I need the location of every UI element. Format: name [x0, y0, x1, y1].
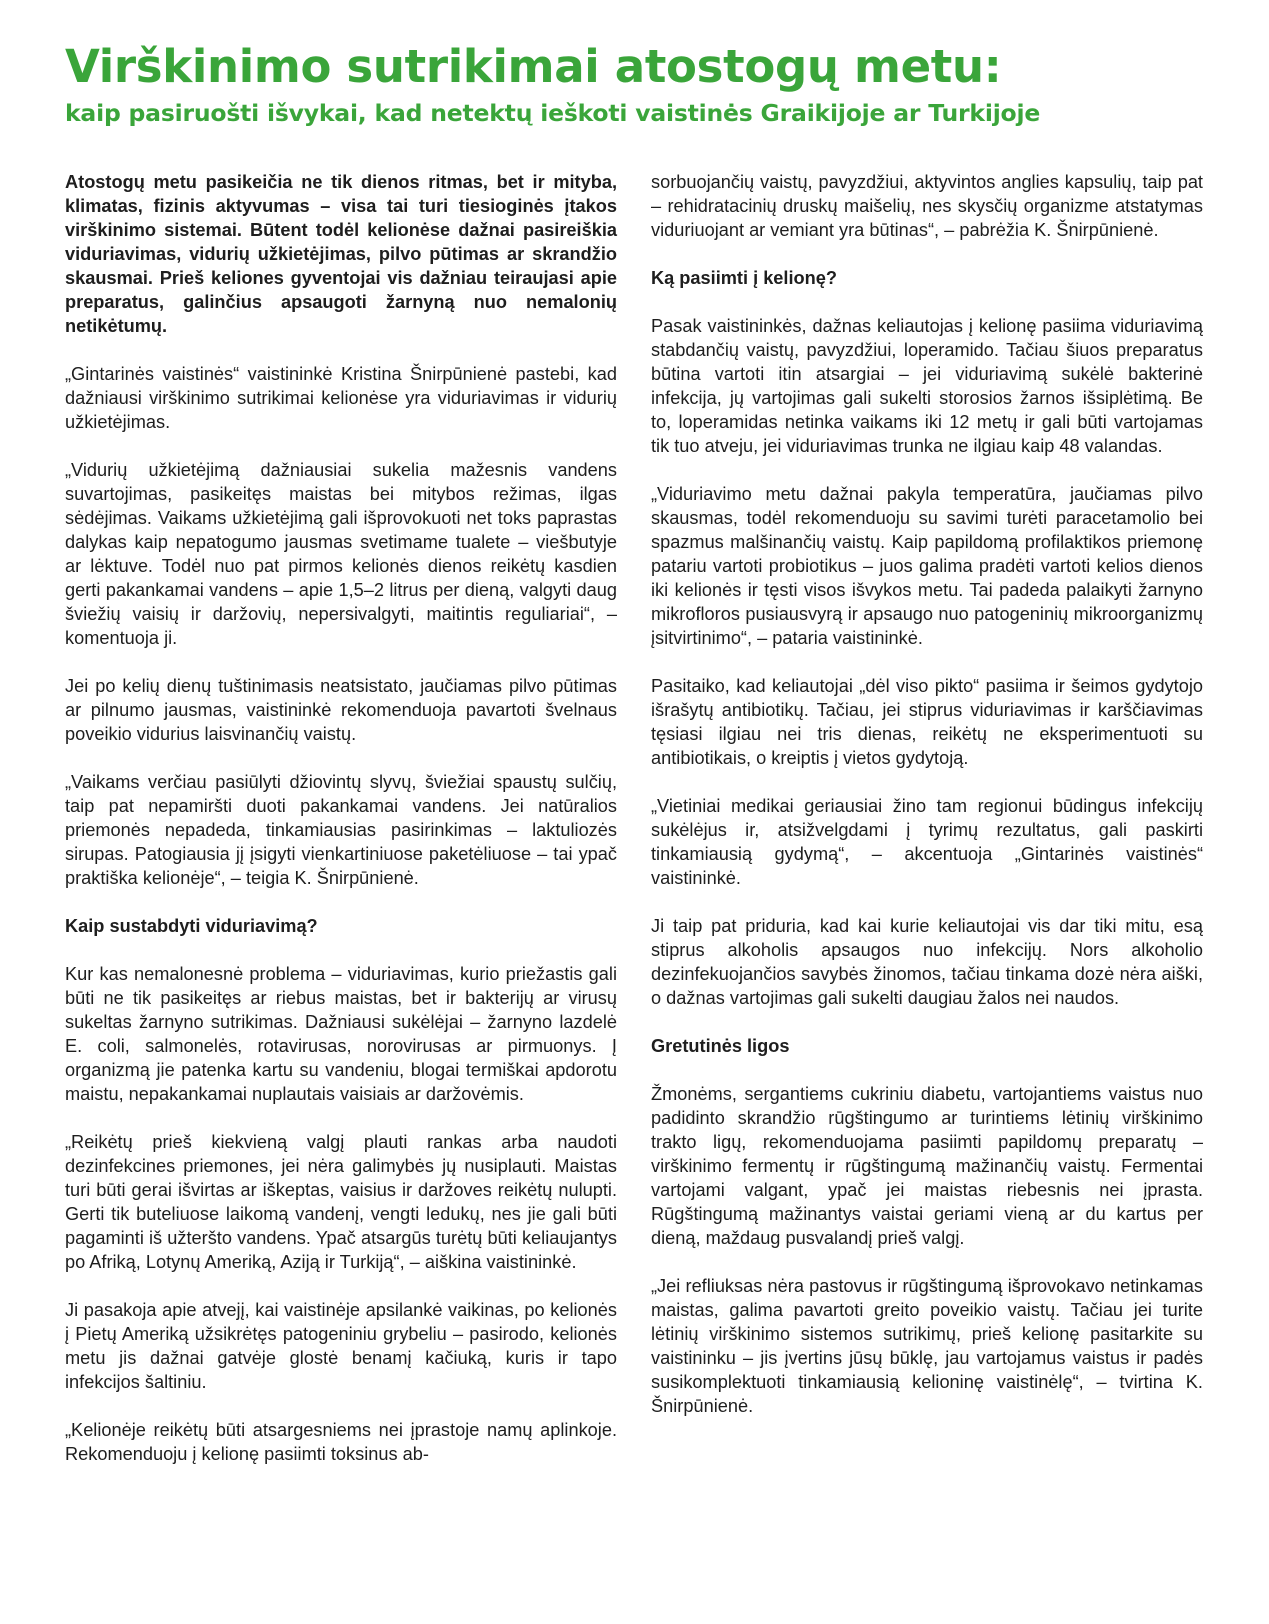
lead-paragraph: Atostogų metu pasikeičia ne tik dienos ritmas, bet ir mityba, klimatas, fizinis aktyvumas – visa tai turi tiesioginės įtakos virškinimo sistemai. Būtent todėl kelionėse dažnai pasireiškia viduriavimas, vidurių užkietėjimas, pilvo pūtimas ar skrandžio skausmai. Prieš keliones gyventojai vis dažniau teiraujasi apie preparatus, galinčius apsaugoti žarnyną nuo nemalonių netikėtumų. — [65, 172, 617, 336]
right-column — [651, 170, 1203, 1490]
body-paragraph: Ji taip pat priduria, kad kai kurie keliautojai vis dar tiki mitu, esą stiprus alkoholis apsaugos nuo infekcijų. Nors alkoholio dezinfekuojančios savybės žinomos, tačiau tinkama dozė nėra aiški, o dažnas vartojimas gali sukelti daugiau žalos nei naudos. — [651, 916, 1203, 1008]
body-paragraph: Jei po kelių dienų tuštinimasis neatsistato, jaučiamas pilvo pūtimas ar pilnumo jausmas, vaistininkė rekomenduoja pavartoti švelnaus poveikio vidurius laisvinančių vaistų. — [65, 676, 617, 744]
body-paragraph: „Gintarinės vaistinės“ vaistininkė Kristina Šnirpūnienė pastebi, kad dažniausi virškinimo sutrikimai kelionėse yra viduriavimas ir vidurių užkietėjimas. — [65, 364, 617, 432]
section-heading: Kaip sustabdyti viduriavimą? — [65, 916, 318, 936]
section-heading: Ką pasiimti į kelionę? — [651, 268, 837, 288]
body-paragraph: „Reikėtų prieš kiekvieną valgį plauti rankas arba naudoti dezinfekcines priemones, jei nėra galimybės jų nusiplauti. Maistas turi būti gerai išvirtas ar iškeptas, vaisius ir daržoves reikėtų nulupti. Gerti tik buteliuose laikomą vandenį, vengti ledukų, nes jie gali būti pagaminti iš užteršto vandens. Ypač atsargūs turėtų būti keliaujantys po Afriką, Lotynų Ameriką, Aziją ir Turkiją“, – aiškina vaistininkė. — [65, 1132, 617, 1272]
body-paragraph: Žmonėms, sergantiems cukriniu diabetu, vartojantiems vaistus nuo padidinto skrandžio rūgštingumo ar turintiems lėtinių virškinimo trakto ligų, rekomenduojama pasiimti papildomų preparatų – virškinimo fermentų ir rūgštingumą mažinančių vaistų. Fermentai vartojami valgant, ypač jei maistas riebesnis nei įprasta. Rūgštingumą mažinantys vaistai geriami vieną ar du kartus per dieną, maždaug pusvalandį prieš valgį. — [651, 1084, 1203, 1248]
body-paragraph: Pasitaiko, kad keliautojai „dėl viso pikto“ pasiima ir šeimos gydytojo išrašytų antibiotikų. Tačiau, jei stiprus viduriavimas ir karščiavimas tęsiasi ilgiau nei tris dienas, reikėtų ne eksperimentuoti su antibiotikais, o kreiptis į vietos gydytoją. — [651, 676, 1203, 768]
article-body — [65, 170, 1203, 1490]
body-paragraph: Kur kas nemalonesnė problema – viduriavimas, kurio priežastis gali būti ne tik pasikeitęs ar riebus maistas, bet ir bakterijų ar virusų sukeltas žarnyno sutrikimas. Dažniausi sukėlėjai – žarnyno lazdelė E. coli, salmonelės, rotavirusas, norovirusas ar pirmuonys. Į organizmą jie patenka kartu su vandeniu, blogai termiškai apdorotu maistu, nepakankamai nuplautais vaisiais ar daržovėmis. — [65, 964, 617, 1104]
body-paragraph: „Viduriavimo metu dažnai pakyla temperatūra, jaučiamas pilvo skausmas, todėl rekomenduoju su savimi turėti paracetamolio bei spazmus malšinančių vaistų. Kaip papildomą profilaktikos priemonę patariu vartoti probiotikus – juos galima pradėti vartoti kelios dienos iki kelionės ir tęsti visos išvykos metu. Tai padeda palaikyti žarnyno mikrofloros pusiausvyrą ir apsaugo nuo patogeninių mikroorganizmų įsitvirtinimo“, – pataria vaistininkė. — [651, 484, 1203, 648]
section-heading: Gretutinės ligos — [651, 1036, 790, 1056]
left-column — [65, 170, 617, 1490]
body-paragraph: „Jei refliuksas nėra pastovus ir rūgštingumą išprovokavo netinkamas maistas, galima pavartoti greito poveikio vaistų. Tačiau jei turite lėtinių virškinimo sistemos sutrikimų, prieš kelionę pasitarkite su vaistininku – jis įvertins jūsų būklę, jau vartojamus vaistus ir padės susikomplektuoti tinkamiausią kelioninę vaistinėlę“, – tvirtina K. Šnirpūnienė. — [651, 1276, 1203, 1416]
body-paragraph: sorbuojančių vaistų, pavyzdžiui, aktyvintos anglies kapsulių, taip pat – rehidratacinių druskų maišelių, nes skysčių organizme atstatymas viduriuojant ar vemiant yra būtinas“, – pabrėžia K. Šnirpūnienė. — [651, 172, 1203, 240]
body-paragraph: „Vietiniai medikai geriausiai žino tam regionui būdingus infekcijų sukėlėjus ir, atsižvelgdami į tyrimų rezultatus, gali paskirti tinkamiausią gydymą“, – akcentuoja „Gintarinės vaistinės“ vaistininkė. — [651, 796, 1203, 888]
body-paragraph: Pasak vaistininkės, dažnas keliautojas į kelionę pasiima viduriavimą stabdančių vaistų, pavyzdžiui, loperamido. Tačiau šiuos preparatus būtina vartoti itin atsargiai – jei viduriavimą sukėlė bakterinė infekcija, jų vartojimas gali sukelti storosios žarnos išsiplėtimą. Be to, loperamidas netinka vaikams iki 12 metų ir gali būti vartojamas tik tuo atveju, jei viduriavimas trunka ne ilgiau kaip 48 valandas. — [651, 316, 1203, 456]
article-subtitle: kaip pasiruošti išvykai, kad netektų ieškoti vaistinės Graikijoje ar Turkijoje — [65, 99, 1041, 127]
body-paragraph: Ji pasakoja apie atvejį, kai vaistinėje apsilankė vaikinas, po kelionės į Pietų Ameriką užsikrėtęs patogeniniu grybeliu – pasirodo, kelionės metu jis dažnai gatvėje glostė benamį kačiuką, kuris ir tapo infekcijos šaltiniu. — [65, 1300, 617, 1392]
body-paragraph: „Kelionėje reikėtų būti atsargesniems nei įprastoje namų aplinkoje. Rekomenduoju į kelionę pasiimti toksinus ab- — [65, 1420, 617, 1464]
article-title: Virškinimo sutrikimai atostogų metu: — [65, 40, 1002, 93]
body-paragraph: „Vaikams verčiau pasiūlyti džiovintų slyvų, šviežiai spaustų sulčių, taip pat nepamiršti duoti pakankamai vandens. Jei natūralios priemonės nepadeda, tinkamiausias pasirinkimas – laktuliozės sirupas. Patogiausia jį įsigyti vienkartiniuose paketėliuose – tai ypač praktiška kelionėje“, – teigia K. Šnirpūnienė. — [65, 772, 617, 888]
body-paragraph: „Vidurių užkietėjimą dažniausiai sukelia mažesnis vandens suvartojimas, pasikeitęs maistas bei mitybos režimas, ilgas sėdėjimas. Vaikams užkietėjimą gali išprovokuoti net toks paprastas dalykas kaip nepatogumo jausmas svetimame tualete – viešbutyje ar lėktuve. Todėl nuo pat pirmos kelionės dienos reikėtų kasdien gerti pakankamai vandens – apie 1,5–2 litrus per dieną, valgyti daug šviežių vaisių ir daržovių, nepersivalgyti, maitintis reguliariai“, – komentuoja ji. — [65, 460, 617, 648]
